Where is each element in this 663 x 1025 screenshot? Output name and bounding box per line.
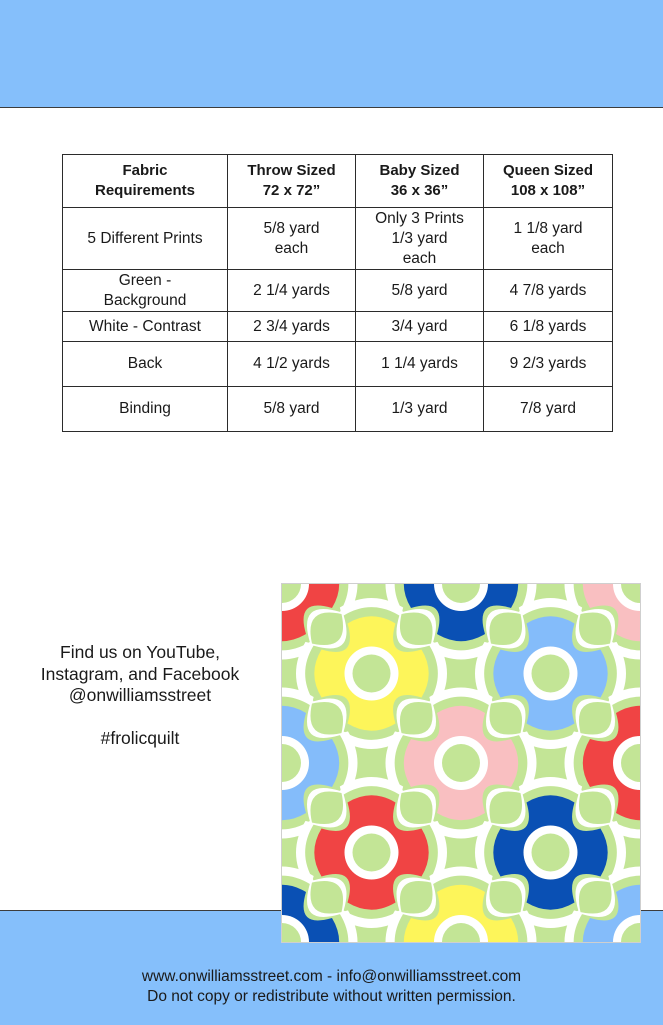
- cell-line: 6 1/8 yards: [509, 317, 587, 335]
- throw-cell: [228, 208, 356, 270]
- copyright-notice: Do not copy or redistribute without written permission.: [147, 988, 516, 1005]
- header-line: Queen Sized: [502, 162, 594, 179]
- cell-line: White - Contrast: [89, 317, 201, 335]
- hashtag: #frolicquilt: [100, 727, 180, 748]
- header-line: 72 x 72”: [262, 182, 321, 199]
- table-row: [63, 387, 613, 432]
- baby-cell: [356, 312, 484, 342]
- table-header-row: [63, 155, 613, 208]
- cell-line: 4 1/2 yards: [253, 355, 330, 372]
- table-row: [63, 342, 613, 387]
- footer: [0, 967, 663, 1007]
- header-line: Requirements: [94, 182, 196, 199]
- cell-line: each: [402, 249, 437, 267]
- header-fabric-requirements: [63, 155, 228, 208]
- social-line: Find us on YouTube,: [60, 642, 220, 662]
- table-row: [63, 270, 613, 312]
- quilt-block-center: [442, 744, 480, 782]
- cell-line: Green -: [118, 271, 172, 289]
- cell-line: Background: [103, 291, 187, 309]
- table-row: [63, 312, 613, 342]
- baby-cell: [356, 270, 484, 312]
- quilt-block-center: [353, 834, 391, 872]
- table-row: [63, 208, 613, 270]
- cell-line: 5/8 yard: [263, 219, 320, 237]
- cell-line: 1 1/8 yard: [513, 219, 583, 237]
- header-line: 36 x 36”: [390, 182, 449, 199]
- cell-line: 1/3 yard: [391, 400, 448, 417]
- throw-cell: [228, 387, 356, 432]
- row-label: [63, 208, 228, 270]
- header-line: Throw Sized: [247, 162, 336, 179]
- cell-line: 1/3 yard: [391, 229, 448, 247]
- cell-line: Only 3 Prints: [375, 209, 464, 227]
- quilt-block-center: [532, 834, 570, 872]
- cell-line: 5 Different Prints: [87, 229, 203, 247]
- social-media-info: [20, 642, 260, 749]
- throw-cell: [228, 342, 356, 387]
- header-queen-sized: [484, 155, 613, 208]
- queen-cell: [484, 342, 613, 387]
- social-handle: @onwilliamsstreet: [68, 685, 212, 705]
- header-line: 108 x 108”: [510, 182, 586, 199]
- header-throw-sized: [228, 155, 356, 208]
- row-label: [63, 312, 228, 342]
- cell-line: 9 2/3 yards: [509, 355, 587, 372]
- baby-cell: [356, 387, 484, 432]
- quilt-image: [281, 583, 641, 943]
- header-line: Fabric: [122, 162, 168, 179]
- cell-line: 3/4 yard: [391, 317, 448, 335]
- cell-line: Binding: [119, 400, 171, 417]
- footer-contact: www.onwilliamsstreet.com - info@onwilliamsstreet.com: [141, 968, 522, 985]
- queen-cell: [484, 208, 613, 270]
- baby-cell: [356, 342, 484, 387]
- quilt-pattern-illustration: [282, 584, 640, 942]
- cell-line: each: [274, 239, 309, 257]
- cell-line: each: [531, 239, 565, 257]
- baby-cell: [356, 208, 484, 270]
- quilt-block-center: [532, 655, 570, 693]
- row-label: [63, 342, 228, 387]
- fabric-requirements-table: [62, 154, 613, 432]
- cell-line: 2 1/4 yards: [253, 281, 330, 299]
- social-line: Instagram, and Facebook: [40, 663, 240, 684]
- header-baby-sized: [356, 155, 484, 208]
- top-banner: [0, 0, 663, 108]
- cell-line: 5/8 yard: [263, 400, 320, 417]
- queen-cell: [484, 312, 613, 342]
- throw-cell: [228, 270, 356, 312]
- header-line: Baby Sized: [379, 162, 460, 179]
- row-label: [63, 387, 228, 432]
- cell-line: 2 3/4 yards: [253, 317, 330, 335]
- cell-line: 7/8 yard: [519, 400, 576, 417]
- queen-cell: [484, 270, 613, 312]
- quilt-block-center: [353, 655, 391, 693]
- throw-cell: [228, 312, 356, 342]
- cell-line: 1 1/4 yards: [381, 355, 458, 372]
- cell-line: 5/8 yard: [391, 281, 448, 299]
- row-label: [63, 270, 228, 312]
- cell-line: 4 7/8 yards: [509, 281, 587, 299]
- cell-line: Back: [127, 355, 163, 372]
- queen-cell: [484, 387, 613, 432]
